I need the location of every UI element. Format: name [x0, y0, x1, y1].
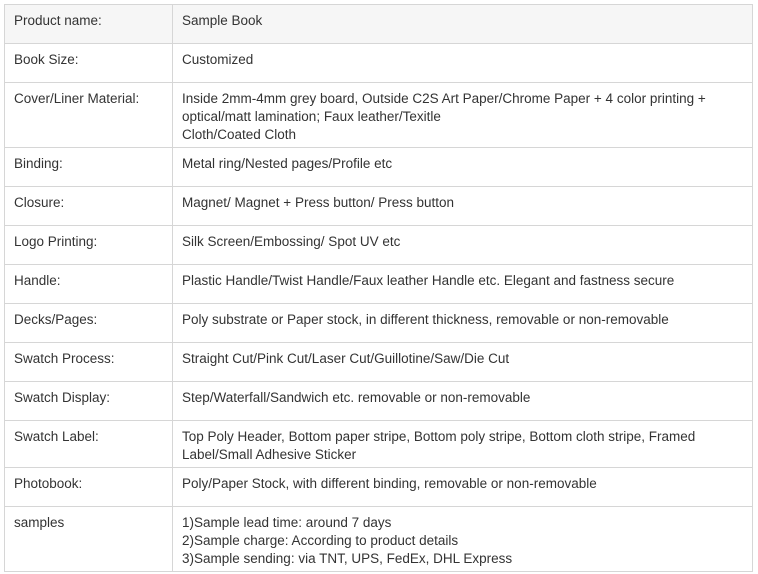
- spec-value-line: Metal ring/Nested pages/Profile etc: [182, 156, 393, 171]
- spec-value-line: Top Poly Header, Bottom paper stripe, Bottom poly stripe, Bottom cloth stripe, Framed: [182, 429, 696, 444]
- spec-row-binding: [5, 148, 753, 187]
- spec-label: Decks/Pages:: [5, 304, 173, 343]
- spec-value: [173, 226, 753, 265]
- spec-label: Swatch Label:: [5, 421, 173, 468]
- spec-value-line: Sample Book: [182, 13, 263, 28]
- spec-value-line: Straight Cut/Pink Cut/Laser Cut/Guillotine/Saw/Die Cut: [182, 351, 510, 366]
- spec-value: [173, 187, 753, 226]
- spec-value-line: Inside 2mm-4mm grey board, Outside C2S Art Paper/Chrome Paper + 4 color printing +: [182, 91, 706, 106]
- product-spec-table: [4, 4, 753, 572]
- spec-label: Cover/Liner Material:: [5, 83, 173, 148]
- spec-value: [173, 421, 753, 468]
- spec-value-line: Poly/Paper Stock, with different binding, removable or non-removable: [182, 476, 597, 491]
- spec-value-line: Silk Screen/Embossing/ Spot UV etc: [182, 234, 401, 249]
- spec-row-closure: [5, 187, 753, 226]
- spec-table-body: [5, 5, 753, 572]
- spec-value: [173, 5, 753, 44]
- spec-label: Product name:: [5, 5, 173, 44]
- spec-row-swatch-label: [5, 421, 753, 468]
- spec-value: [173, 382, 753, 421]
- spec-value-line: 1)Sample lead time: around 7 days: [182, 515, 392, 530]
- spec-row-swatch-process: [5, 343, 753, 382]
- spec-value-line: 2)Sample charge: According to product details: [182, 533, 459, 548]
- spec-value: [173, 343, 753, 382]
- spec-value-line: Plastic Handle/Twist Handle/Faux leather Handle etc. Elegant and fastness secure: [182, 273, 675, 288]
- spec-value-line: Label/Small Adhesive Sticker: [182, 447, 357, 462]
- spec-label: Swatch Process:: [5, 343, 173, 382]
- spec-label: Closure:: [5, 187, 173, 226]
- spec-label: Swatch Display:: [5, 382, 173, 421]
- spec-value-line: Step/Waterfall/Sandwich etc. removable or non-removable: [182, 390, 531, 405]
- spec-value-line: Cloth/Coated Cloth: [182, 127, 297, 142]
- spec-value-line: Poly substrate or Paper stock, in different thickness, removable or non-removable: [182, 312, 669, 327]
- spec-row-handle: [5, 265, 753, 304]
- spec-label: Book Size:: [5, 44, 173, 83]
- spec-value: [173, 44, 753, 83]
- spec-row-logo-printing: [5, 226, 753, 265]
- spec-label: Binding:: [5, 148, 173, 187]
- spec-row-swatch-display: [5, 382, 753, 421]
- spec-label: Logo Printing:: [5, 226, 173, 265]
- spec-value: [173, 304, 753, 343]
- spec-row-product-name: [5, 5, 753, 44]
- spec-value: [173, 507, 753, 572]
- spec-row-cover-material: [5, 83, 753, 148]
- spec-value-line: optical/matt lamination; Faux leather/Texitle: [182, 109, 441, 124]
- spec-value-line: 3)Sample sending: via TNT, UPS, FedEx, DHL Express: [182, 551, 513, 566]
- spec-row-samples: [5, 507, 753, 572]
- spec-value: [173, 468, 753, 507]
- spec-label: Photobook:: [5, 468, 173, 507]
- spec-row-book-size: [5, 44, 753, 83]
- spec-row-photobook: [5, 468, 753, 507]
- spec-value: [173, 265, 753, 304]
- spec-label: samples: [5, 507, 173, 572]
- spec-value-line: Customized: [182, 52, 254, 67]
- spec-value: [173, 148, 753, 187]
- spec-row-decks-pages: [5, 304, 753, 343]
- spec-value: [173, 83, 753, 148]
- spec-label: Handle:: [5, 265, 173, 304]
- spec-value-line: Magnet/ Magnet + Press button/ Press button: [182, 195, 455, 210]
